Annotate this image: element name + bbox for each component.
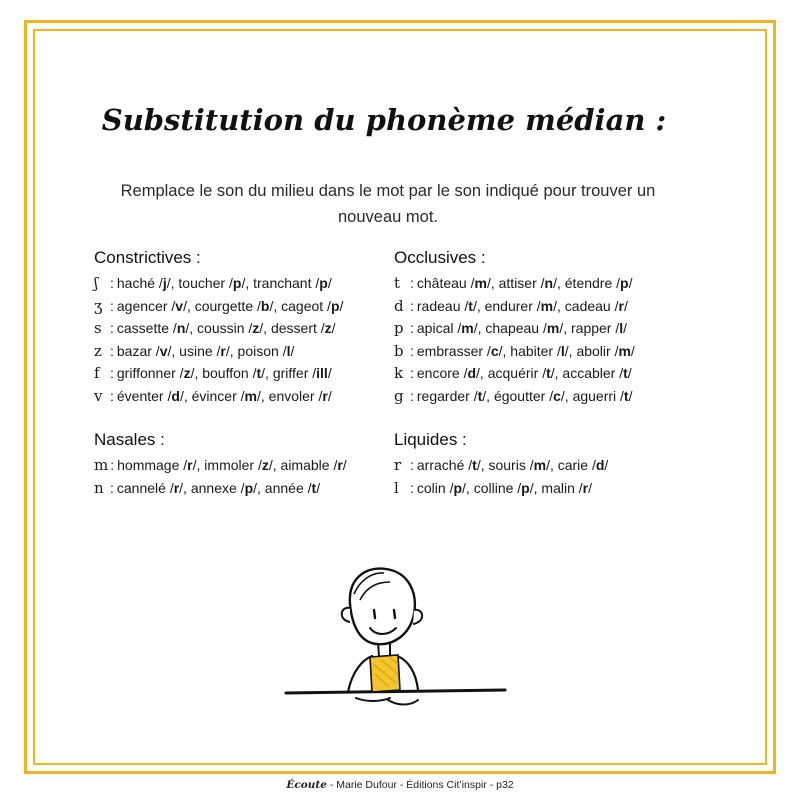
target-sound: b <box>260 297 270 314</box>
source-word: coussin / <box>197 320 253 336</box>
target-sound: j <box>162 275 167 291</box>
phoneme-list <box>394 272 635 407</box>
phoneme-symbol: ʃ <box>94 274 99 292</box>
word-substitution <box>417 480 474 496</box>
source-word: château / <box>416 275 475 291</box>
phoneme-separator: : <box>110 387 114 404</box>
word-substitution <box>281 298 343 314</box>
source-word: immoler / <box>204 457 262 473</box>
slash: /, <box>259 320 271 336</box>
target-sound: p <box>232 275 242 291</box>
slash: /, <box>553 275 565 291</box>
source-word: année / <box>264 479 312 496</box>
phoneme-row <box>394 362 635 385</box>
slash: / <box>604 457 609 473</box>
word-substitution <box>417 320 485 336</box>
target-sound: l <box>619 320 624 336</box>
target-sound: ill <box>316 365 328 381</box>
source-word: envoler / <box>268 387 323 404</box>
phoneme-symbol: r <box>394 456 402 474</box>
source-word: abolir / <box>576 342 619 359</box>
slash: /, <box>261 365 273 381</box>
word-substitution <box>485 320 571 336</box>
slash: / <box>327 387 332 404</box>
phoneme-symbol: l <box>394 478 399 497</box>
word-substitution <box>281 457 347 473</box>
slash: /, <box>482 387 494 404</box>
phoneme-separator: : <box>110 342 114 359</box>
slash: / <box>290 342 295 359</box>
source-word: cassette / <box>116 320 177 336</box>
slash: /, <box>559 320 571 336</box>
word-substitution <box>417 365 488 381</box>
word-substitution <box>117 365 202 381</box>
source-word: éventer / <box>116 387 172 404</box>
slash: / <box>316 479 321 496</box>
target-sound: l <box>560 342 565 359</box>
slash: /, <box>472 297 485 314</box>
phoneme-symbol: n <box>94 478 104 497</box>
slash: /, <box>166 275 179 291</box>
source-word: griffonner / <box>116 365 184 381</box>
word-substitution <box>265 480 320 496</box>
word-substitution <box>191 480 265 496</box>
source-word: cageot / <box>281 297 331 314</box>
phoneme-row <box>394 454 608 477</box>
word-substitution <box>494 388 573 404</box>
source-word: accabler / <box>562 365 624 381</box>
word-substitution <box>485 298 565 314</box>
target-sound: p <box>330 297 340 314</box>
footer-text: - Marie Dufour - Éditions Cit’inspir - p32 <box>326 779 514 791</box>
page-title: Substitution du phonème médian : <box>101 103 667 137</box>
target-sound: p <box>453 479 463 496</box>
phoneme-separator: : <box>410 387 414 404</box>
slash: /, <box>462 479 474 496</box>
phoneme-separator: : <box>110 320 114 336</box>
source-word: apical / <box>416 320 462 336</box>
phoneme-row <box>394 477 608 500</box>
slash: / <box>628 275 633 291</box>
source-word: toucher / <box>178 275 233 291</box>
source-word: dessert / <box>270 320 325 336</box>
source-word: haché / <box>116 275 163 291</box>
word-substitution <box>117 298 195 314</box>
target-sound: z <box>261 457 269 473</box>
slash: /, <box>185 320 198 336</box>
phoneme-row <box>94 385 343 408</box>
word-substitution <box>417 457 489 473</box>
target-sound: m <box>618 342 631 359</box>
phoneme-separator: : <box>410 275 414 291</box>
source-word: griffer / <box>272 365 317 381</box>
target-sound: v <box>159 342 168 359</box>
source-word: carie / <box>557 457 596 473</box>
slash: / <box>331 320 336 336</box>
slash: / <box>628 387 633 404</box>
word-substitution <box>179 343 237 359</box>
target-sound: m <box>474 275 487 291</box>
word-substitution <box>541 480 592 496</box>
slash: /, <box>190 365 203 381</box>
target-sound: r <box>337 457 343 473</box>
phoneme-list <box>394 454 608 499</box>
phoneme-symbol: g <box>394 386 404 405</box>
phoneme-row <box>394 295 635 318</box>
section-nasales <box>94 430 347 499</box>
target-sound: t <box>311 479 317 496</box>
slash: /, <box>486 275 499 291</box>
source-word: attiser / <box>498 275 545 291</box>
target-sound: n <box>544 275 554 291</box>
target-sound: t <box>623 387 629 404</box>
target-sound: z <box>324 320 332 336</box>
source-word: égoutter / <box>493 387 554 404</box>
slash: /, <box>269 297 282 314</box>
source-word: souris / <box>488 457 534 473</box>
target-sound: t <box>477 387 483 404</box>
source-word: aimable / <box>280 457 338 473</box>
slash: /, <box>179 387 192 404</box>
section-title: Nasales : <box>94 430 165 449</box>
slash: / <box>327 275 332 291</box>
word-substitution <box>117 320 197 336</box>
phoneme-symbol: ʒ <box>94 296 103 315</box>
phoneme-separator: : <box>110 365 114 381</box>
slash: /, <box>550 365 563 381</box>
slash: /, <box>476 457 489 473</box>
target-sound: m <box>546 320 560 336</box>
instructions-text: Remplace le son du milieu dans le mot par le son indiqué pour trouver un nouveau mot. <box>120 182 656 226</box>
word-substitution <box>488 457 557 473</box>
slash: /, <box>192 457 205 473</box>
target-sound: r <box>322 387 328 404</box>
source-word: annexe / <box>190 479 245 496</box>
phoneme-row <box>394 340 635 363</box>
word-substitution <box>202 365 273 381</box>
word-substitution <box>269 388 332 404</box>
phoneme-symbol: z <box>94 341 102 360</box>
phoneme-row <box>94 362 343 385</box>
source-word: habiter / <box>510 342 561 359</box>
phoneme-separator: : <box>410 342 414 359</box>
source-word: regarder / <box>416 387 478 404</box>
slash: / <box>623 297 628 314</box>
phoneme-row <box>394 272 635 295</box>
phoneme-symbol: b <box>394 341 404 360</box>
phoneme-symbol: m <box>94 456 109 474</box>
word-substitution <box>117 343 179 359</box>
target-sound: r <box>582 479 589 496</box>
source-word: évincer / <box>191 387 245 404</box>
target-sound: z <box>252 320 260 336</box>
phoneme-symbol: p <box>394 319 404 337</box>
target-sound: d <box>171 387 180 404</box>
word-substitution <box>117 275 179 291</box>
slash: / <box>623 320 628 336</box>
slash: /, <box>183 297 195 314</box>
word-substitution <box>499 275 565 291</box>
target-sound: m <box>540 297 554 314</box>
phoneme-row <box>94 477 347 500</box>
word-substitution <box>273 365 332 381</box>
word-substitution <box>253 275 332 291</box>
target-sound: t <box>623 365 628 381</box>
word-substitution <box>417 298 485 314</box>
source-word: usine / <box>179 342 221 359</box>
word-substitution <box>565 275 633 291</box>
source-word: radeau / <box>416 297 469 314</box>
word-substitution <box>417 343 510 359</box>
section-title: Liquides : <box>394 430 467 449</box>
target-sound: p <box>319 275 328 291</box>
slash: /, <box>529 479 542 496</box>
target-sound: v <box>175 297 184 314</box>
section-liquides <box>394 430 608 499</box>
phoneme-separator: : <box>410 320 414 336</box>
source-word: rapper / <box>571 320 620 336</box>
phoneme-symbol: k <box>394 364 404 382</box>
phoneme-separator: : <box>110 457 115 473</box>
section-title: Occlusives : <box>394 248 486 267</box>
word-substitution <box>571 320 627 336</box>
word-substitution <box>573 388 633 404</box>
source-word: agencer / <box>116 297 176 314</box>
target-sound: t <box>468 297 473 314</box>
word-substitution <box>192 388 269 404</box>
word-substitution <box>565 298 628 314</box>
phoneme-separator: : <box>110 297 114 314</box>
slash: / <box>630 342 635 359</box>
slash: /, <box>179 479 191 496</box>
target-sound: c <box>553 387 561 404</box>
phoneme-row <box>394 385 635 408</box>
word-substitution <box>474 480 542 496</box>
phoneme-separator: : <box>410 479 414 496</box>
source-word: bouffon / <box>202 365 257 381</box>
target-sound: r <box>173 479 180 496</box>
phoneme-symbol: v <box>94 386 103 405</box>
target-sound: p <box>244 479 254 496</box>
target-sound: r <box>187 457 193 473</box>
slash: /, <box>498 342 511 359</box>
phoneme-list <box>94 454 347 499</box>
phoneme-list <box>94 272 343 407</box>
word-substitution <box>204 457 280 473</box>
source-word: courgette / <box>194 297 261 314</box>
section-occlusives <box>394 248 635 407</box>
source-word: hommage / <box>117 457 188 473</box>
slash: / <box>339 297 344 314</box>
word-substitution <box>117 457 204 473</box>
slash: / <box>342 457 347 473</box>
target-sound: t <box>546 365 551 381</box>
phoneme-separator: : <box>410 457 414 473</box>
smiling-stick-figure-icon <box>280 560 520 725</box>
slash: / <box>327 365 332 381</box>
word-substitution <box>178 275 253 291</box>
target-sound: m <box>244 387 257 404</box>
phoneme-row <box>94 454 347 477</box>
source-word: chapeau / <box>485 320 547 336</box>
word-substitution <box>197 320 271 336</box>
phoneme-row <box>94 340 343 363</box>
slash: /, <box>225 342 238 359</box>
word-substitution <box>117 480 191 496</box>
slash: /, <box>564 342 577 359</box>
word-substitution <box>576 343 634 359</box>
slash: /, <box>560 387 573 404</box>
source-word: aguerri / <box>572 387 624 404</box>
target-sound: t <box>472 457 477 473</box>
slash: /, <box>473 320 486 336</box>
word-substitution <box>510 343 576 359</box>
phoneme-separator: : <box>410 297 414 314</box>
target-sound: z <box>183 365 191 381</box>
source-word: cadeau / <box>564 297 619 314</box>
target-sound: p <box>620 275 629 291</box>
slash: /, <box>256 387 269 404</box>
word-substitution <box>417 388 494 404</box>
section-title: Constrictives : <box>94 248 201 267</box>
footer <box>0 779 800 791</box>
target-sound: r <box>220 342 226 359</box>
phoneme-separator: : <box>110 479 114 496</box>
phoneme-row <box>94 317 343 340</box>
source-word: arraché / <box>416 457 473 473</box>
target-sound: n <box>176 320 186 336</box>
source-word: embrasser / <box>416 342 491 359</box>
phoneme-separator: : <box>410 365 414 381</box>
slash: /, <box>241 275 254 291</box>
source-word: colin / <box>416 479 454 496</box>
phoneme-separator: : <box>110 275 114 291</box>
target-sound: m <box>533 457 547 473</box>
phoneme-symbol: t <box>394 274 401 292</box>
word-substitution <box>558 457 609 473</box>
source-word: poison / <box>237 342 287 359</box>
word-substitution <box>562 365 631 381</box>
target-sound: d <box>595 457 605 473</box>
slash: / <box>627 365 632 381</box>
slash: /, <box>546 457 558 473</box>
phoneme-symbol: d <box>394 296 404 315</box>
source-word: colline / <box>473 479 522 496</box>
slash: /, <box>476 365 488 381</box>
word-substitution <box>417 275 499 291</box>
phoneme-row <box>94 272 343 295</box>
source-word: tranchant / <box>253 275 320 291</box>
target-sound: c <box>490 342 499 359</box>
target-sound: t <box>256 365 262 381</box>
target-sound: d <box>467 365 477 381</box>
slash: /, <box>253 479 265 496</box>
source-word: bazar / <box>116 342 160 359</box>
phoneme-row <box>94 295 343 318</box>
word-substitution <box>238 343 295 359</box>
word-substitution <box>195 298 281 314</box>
phoneme-row <box>394 317 635 340</box>
phoneme-symbol: f <box>94 364 100 382</box>
target-sound: p <box>521 479 530 496</box>
word-substitution <box>488 365 563 381</box>
slash: /, <box>268 457 281 473</box>
target-sound: l <box>286 342 291 359</box>
footer-brand: Écoute <box>286 779 327 791</box>
source-word: endurer / <box>484 297 541 314</box>
word-substitution <box>117 388 192 404</box>
section-constrictives <box>94 248 343 407</box>
slash: / <box>588 479 592 496</box>
source-word: encore / <box>416 365 468 381</box>
source-word: malin / <box>541 479 583 496</box>
target-sound: r <box>618 297 624 314</box>
slash: /, <box>167 342 180 359</box>
slash: /, <box>553 297 565 314</box>
source-word: cannelé / <box>116 479 174 496</box>
word-substitution <box>271 320 336 336</box>
target-sound: m <box>461 320 474 336</box>
source-word: acquérir / <box>487 365 547 381</box>
source-word: étendre / <box>564 275 621 291</box>
phoneme-symbol: s <box>94 319 102 337</box>
